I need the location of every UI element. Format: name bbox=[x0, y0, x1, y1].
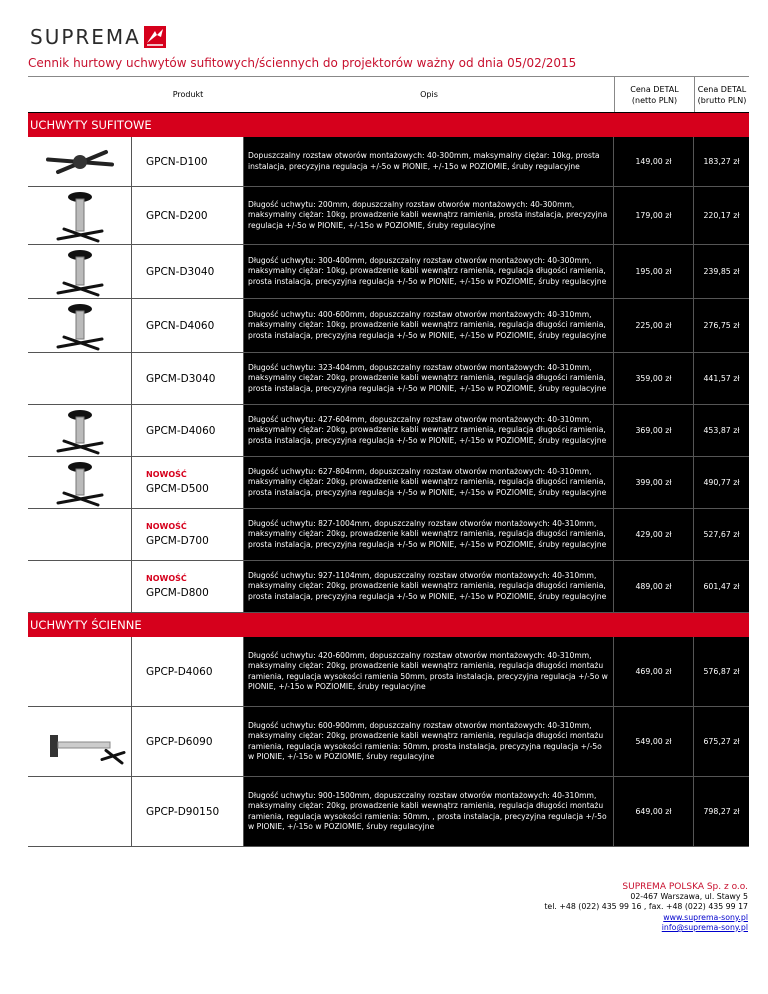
price-net: 489,00 zł bbox=[614, 561, 694, 612]
price-gross: 601,47 zł bbox=[703, 582, 740, 591]
product-code: GPCN-D200 bbox=[146, 209, 208, 222]
product-image bbox=[28, 353, 132, 404]
product-name-cell bbox=[132, 353, 244, 404]
product-name-cell bbox=[132, 707, 244, 776]
company-logo bbox=[30, 20, 190, 54]
price-net: 359,00 zł bbox=[614, 353, 694, 404]
logo-text: SUPREMA bbox=[30, 25, 141, 49]
footer bbox=[544, 882, 748, 933]
table-row bbox=[28, 509, 749, 561]
table-row bbox=[28, 137, 749, 187]
table-row bbox=[28, 245, 749, 299]
product-description: Długość uchwytu: 427-604mm, dopuszczalny rozstaw otworów montażowych: 40-310mm, maksymalny ciężar: 20kg, prowadzenie kabli wewnątrz ramienia, regulacja długości ramienia, prosta instalacja, precyzyjna regulacja +/-5o w PIONIE, +/-15o w POZIOMIE, śruby regulacyjne bbox=[244, 405, 614, 456]
product-description: Długość uchwytu: 600-900mm, dopuszczalny rozstaw otworów montażowych: 40-310mm, maksymalny ciężar: 20kg, prowadzenie kabli wewnątrz ramienia, regulacja długości montażu ramienia, regulacja wysokości ramienia: 50mm, prosta instalacja, precyzyjna regulacja +/-5o w PIONIE, +/-15o w POZIOMIE, śruby regulacyjne bbox=[244, 707, 614, 776]
product-image bbox=[28, 777, 132, 846]
price-net: 399,00 zł bbox=[614, 457, 694, 508]
product-image bbox=[28, 637, 132, 706]
header-net-line2: (netto PLN) bbox=[631, 95, 678, 105]
product-name-cell bbox=[132, 405, 244, 456]
header-gross-line1: Cena DETAL bbox=[697, 84, 747, 94]
product-description: Długość uchwytu: 323-404mm, dopuszczalny rozstaw otworów montażowych: 40-310mm, maksymalny ciężar: 20kg, prowadzenie kabli wewnątrz ramienia, regulacja długości ramienia, prosta instalacja, precyzyjna regulacja +/-5o w PIONIE, +/-15o w POZIOMIE, śruby regulacyjne bbox=[244, 353, 614, 404]
footer-website-link[interactable]: www.suprema-sony.pl bbox=[663, 912, 748, 922]
product-image bbox=[28, 299, 132, 352]
product-image bbox=[28, 457, 132, 508]
table-row bbox=[28, 637, 749, 707]
product-image bbox=[28, 245, 132, 298]
product-description: Długość uchwytu: 627-804mm, dopuszczalny rozstaw otworów montażowych: 40-310mm, maksymalny ciężar: 20kg, prowadzenie kabli wewnątrz ramienia, regulacja długości ramienia, prosta instalacja, precyzyjna regulacja +/-5o w PIONIE, +/-15o w POZIOMIE, śruby regulacyjne bbox=[244, 457, 614, 508]
footer-email-link[interactable]: info@suprema-sony.pl bbox=[661, 922, 748, 932]
table-row bbox=[28, 707, 749, 777]
product-name-cell bbox=[132, 561, 244, 612]
product-description: Dopuszczalny rozstaw otworów montażowych: 40-300mm, maksymalny ciężar: 10kg, prosta instalacja, precyzyjna regulacja +/-5o w PIONIE, +/-15o w POZIOMIE, śruby regulacyjne bbox=[244, 137, 614, 186]
product-code: GPCM-D4060 bbox=[146, 424, 216, 437]
wall-rows bbox=[28, 637, 749, 847]
table-row bbox=[28, 187, 749, 245]
price-gross: 453,87 zł bbox=[703, 426, 740, 435]
product-code: GPCM-D3040 bbox=[146, 372, 216, 385]
product-name-cell bbox=[132, 187, 244, 244]
product-name-cell bbox=[132, 509, 244, 560]
price-net: 369,00 zł bbox=[614, 405, 694, 456]
table-row bbox=[28, 457, 749, 509]
product-name-cell bbox=[132, 299, 244, 352]
price-net: 225,00 zł bbox=[614, 299, 694, 352]
footer-company: SUPREMA POLSKA Sp. z o.o. bbox=[622, 882, 748, 892]
product-code: GPCN-D100 bbox=[146, 155, 208, 168]
footer-phone: tel. +48 (022) 435 99 16 , fax. +48 (022) 435 99 17 bbox=[544, 902, 748, 912]
new-badge: NOWOŚĆ bbox=[146, 522, 187, 531]
header-gross-line2: (brutto PLN) bbox=[697, 95, 747, 105]
product-image bbox=[28, 137, 132, 186]
product-description: Długość uchwytu: 827-1004mm, dopuszczalny rozstaw otworów montażowych: 40-310mm, maksymalny ciężar: 20kg, prowadzenie kabli wewnątrz ramienia, regulacja długości ramienia, prosta instalacja, precyzyjna regulacja +/-5o w PIONIE, +/-15o w POZIOMIE, śruby regulacyjne bbox=[244, 509, 614, 560]
product-description: Długość uchwytu: 200mm, dopuszczalny rozstaw otworów montażowych: 40-300mm, maksymalny ciężar: 10kg, prowadzenie kabli wewnątrz ramienia, prosta instalacja, precyzyjna regulacja +/-5o w PIONIE, +/-15o w POZIOMIE, śruby regulacyjne bbox=[244, 187, 614, 244]
price-gross: 239,85 zł bbox=[703, 267, 740, 276]
product-name-cell bbox=[132, 457, 244, 508]
product-code: GPCP-D6090 bbox=[146, 735, 213, 748]
price-net: 469,00 zł bbox=[614, 637, 694, 706]
header-net-price bbox=[614, 77, 694, 112]
header-gross-price bbox=[694, 77, 749, 112]
page-title: Cennik hurtowy uchwytów sufitowych/ściennych do projektorów ważny od dnia 05/02/2015 bbox=[28, 56, 577, 70]
price-table bbox=[28, 76, 749, 847]
product-code: GPCN-D3040 bbox=[146, 265, 215, 278]
product-description: Długość uchwytu: 400-600mm, dopuszczalny rozstaw otworów montażowych: 40-310mm, maksymalny ciężar: 10kg, prowadzenie kabli wewnątrz ramienia, regulacja długości ramienia, prosta instalacja, precyzyjna regulacja +/-5o w PIONIE, +/-15o w POZIOMIE, śruby regulacyjne bbox=[244, 299, 614, 352]
price-gross: 798,27 zł bbox=[703, 807, 740, 816]
table-row bbox=[28, 299, 749, 353]
product-code: GPCP-D4060 bbox=[146, 665, 213, 678]
product-description: Długość uchwytu: 927-1104mm, dopuszczalny rozstaw otworów montażowych: 40-310mm, maksymalny ciężar: 20kg, prowadzenie kabli wewnątrz ramienia, regulacja długości ramienia, prosta instalacja, precyzyjna regulacja +/-5o w PIONIE, +/-15o w POZIOMIE, śruby regulacyjne bbox=[244, 561, 614, 612]
product-image bbox=[28, 707, 132, 776]
table-row bbox=[28, 353, 749, 405]
price-gross: 675,27 zł bbox=[703, 737, 740, 746]
product-code: GPCM-D500 bbox=[146, 483, 209, 495]
price-gross: 441,57 zł bbox=[703, 374, 740, 383]
product-image bbox=[28, 509, 132, 560]
product-name-cell bbox=[132, 137, 244, 186]
header-product: Produkt bbox=[172, 90, 204, 99]
price-net: 549,00 zł bbox=[614, 707, 694, 776]
price-net: 195,00 zł bbox=[614, 245, 694, 298]
new-badge: NOWOŚĆ bbox=[146, 574, 187, 583]
price-net: 149,00 zł bbox=[614, 137, 694, 186]
header-image-col bbox=[28, 77, 132, 112]
table-row bbox=[28, 777, 749, 847]
header-description: Opis bbox=[420, 90, 438, 99]
product-image bbox=[28, 561, 132, 612]
price-gross: 576,87 zł bbox=[703, 667, 740, 676]
price-gross: 276,75 zł bbox=[703, 321, 740, 330]
footer-address: 02-467 Warszawa, ul. Stawy 5 bbox=[630, 892, 748, 902]
product-code: GPCM-D800 bbox=[146, 587, 209, 599]
header-net-line1: Cena DETAL bbox=[630, 84, 679, 94]
product-code: GPCP-D90150 bbox=[146, 805, 220, 818]
price-net: 179,00 zł bbox=[614, 187, 694, 244]
table-header bbox=[28, 77, 749, 113]
table-row bbox=[28, 561, 749, 613]
section-wall: UCHWYTY ŚCIENNE bbox=[28, 613, 749, 637]
price-gross: 527,67 zł bbox=[703, 530, 740, 539]
product-code: GPCN-D4060 bbox=[146, 319, 215, 332]
price-gross: 490,77 zł bbox=[703, 478, 740, 487]
product-code: GPCM-D700 bbox=[146, 535, 209, 547]
table-row bbox=[28, 405, 749, 457]
product-image bbox=[28, 405, 132, 456]
ceiling-rows bbox=[28, 137, 749, 613]
price-net: 649,00 zł bbox=[614, 777, 694, 846]
new-badge: NOWOŚĆ bbox=[146, 470, 187, 479]
price-gross: 220,17 zł bbox=[703, 211, 740, 220]
price-gross: 183,27 zł bbox=[703, 157, 740, 166]
product-description: Długość uchwytu: 900-1500mm, dopuszczalny rozstaw otworów montażowych: 40-310mm, maksymalny ciężar: 20kg, prowadzenie kabli wewnątrz ramienia, regulacja długości montażu ramienia, regulacja wysokości ramienia: 50mm, , prosta instalacja, precyzyjna regulacja +/-5o w PIONIE, +/-15o w POZIOMIE, śruby regulacyjne bbox=[244, 777, 614, 846]
price-net: 429,00 zł bbox=[614, 509, 694, 560]
product-description: Długość uchwytu: 300-400mm, dopuszczalny rozstaw otworów montażowych: 40-300mm, maksymalny ciężar: 10kg, prowadzenie kabli wewnątrz ramienia, regulacja długości ramienia, prosta instalacja, precyzyjna regulacja +/-5o w PIONIE, +/-15o w POZIOMIE, śruby regulacyjne bbox=[244, 245, 614, 298]
product-name-cell bbox=[132, 245, 244, 298]
product-image bbox=[28, 187, 132, 244]
product-name-cell bbox=[132, 637, 244, 706]
logo-mark-icon bbox=[143, 25, 167, 49]
section-ceiling: UCHWYTY SUFITOWE bbox=[28, 113, 749, 137]
product-description: Długość uchwytu: 420-600mm, dopuszczalny rozstaw otworów montażowych: 40-310mm, maksymalny ciężar: 20kg, prowadzenie kabli wewnątrz ramienia, regulacja długości montażu ramienia, regulacja wysokości ramienia 50mm, prosta instalacja, precyzyjna regulacja +/-5o w PIONIE, +/-15o w POZIOMIE, śruby regulacyjne bbox=[244, 637, 614, 706]
product-name-cell bbox=[132, 777, 244, 846]
